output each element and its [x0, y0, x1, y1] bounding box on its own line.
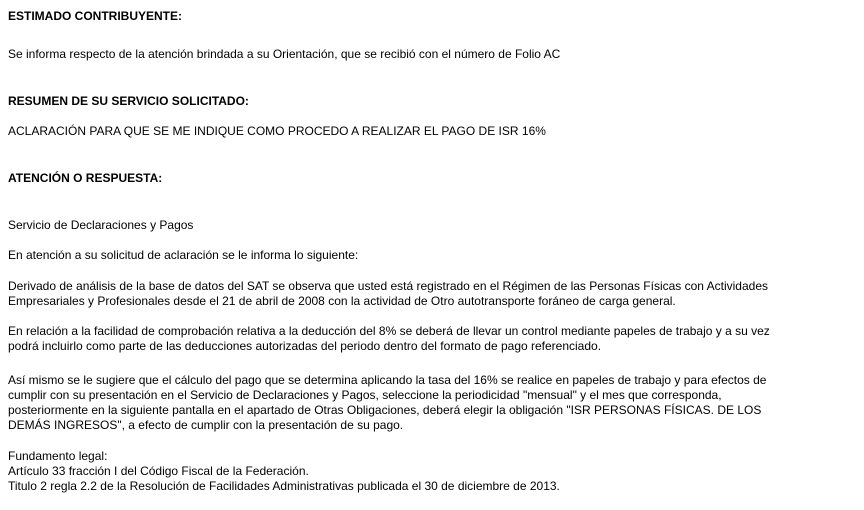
paragraph-registration [8, 279, 860, 309]
legal-line: Artículo 33 fracción I del Código Fiscal de la Federación. [8, 464, 309, 478]
intro-text: Se informa respecto de la atención brindada a su Orientación, que se recibió con el número de Folio AC [8, 47, 561, 61]
paragraph-line: cumplir con su presentación en el Servicio de Declaraciones y Pagos, seleccione la periodicidad "mensual" y el mes que corresponda, [8, 388, 722, 402]
greeting-heading: ESTIMADO CONTRIBUYENTE: [8, 9, 182, 23]
paragraph-line: Así mismo se le sugiere que el cálculo del pago que se determina aplicando la tasa del 16% se realice en papeles de trabajo y para efectos de [8, 373, 767, 387]
paragraph-calculation [8, 373, 860, 433]
paragraph-deduction [8, 324, 860, 354]
response-heading: ATENCIÓN O RESPUESTA: [8, 171, 163, 185]
opening-text: En atención a su solicitud de aclaración se le informa lo siguiente: [8, 248, 359, 262]
paragraph-line: En relación a la facilidad de comprobación relativa a la deducción del 8% se deberá de llevar un control mediante papeles de trabajo y a su vez [8, 324, 770, 338]
paragraph-line: DEMÁS INGRESOS", a efecto de cumplir con la presentación de su pago. [8, 418, 404, 432]
paragraph-line: posteriormente en la siguiente pantalla en el apartado de Otras Obligaciones, deberá elegir la obligación "ISR PERSONAS FÍSICAS. DE LOS [8, 403, 762, 417]
summary-text: ACLARACIÓN PARA QUE SE ME INDIQUE COMO PROCEDO A REALIZAR EL PAGO DE ISR 16% [8, 124, 546, 138]
legal-heading: Fundamento legal: [8, 449, 108, 463]
paragraph-line: podrá incluirlo como parte de las deducciones autorizadas del periodo dentro del formato de pago referenciado. [8, 339, 602, 353]
summary-heading: RESUMEN DE SU SERVICIO SOLICITADO: [8, 94, 249, 108]
paragraph-line: Empresariales y Profesionales desde el 21 de abril de 2008 con la actividad de Otro autotransporte foráneo de carga general. [8, 294, 676, 308]
legal-line: Titulo 2 regla 2.2 de la Resolución de Facilidades Administrativas publicada el 30 de diciembre de 2013. [8, 479, 560, 493]
service-name: Servicio de Declaraciones y Pagos [8, 218, 194, 232]
legal-basis [8, 449, 860, 494]
paragraph-line: Derivado de análisis de la base de datos del SAT se observa que usted está registrado en el Régimen de las Personas Físicas con Actividades [8, 279, 768, 293]
